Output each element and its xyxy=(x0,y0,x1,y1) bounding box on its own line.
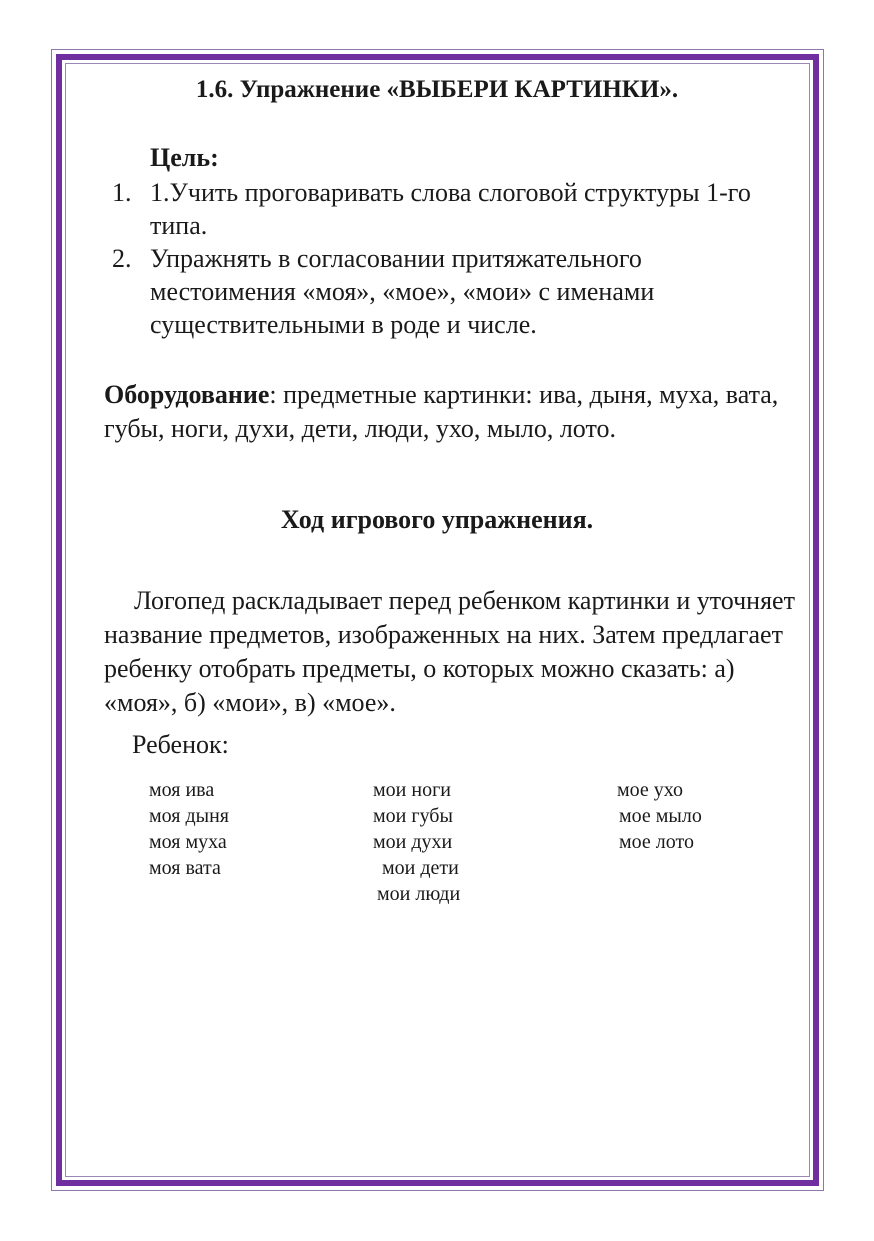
procedure-paragraph: Логопед раскладывает перед ребенком картинки и уточняет название предметов, изображенных на них. Затем предлагает ребенку отобрать предметы, о которых можно сказать: а) «моя», б) «мои», в) «мое». xyxy=(104,586,795,717)
goal-item xyxy=(104,242,790,341)
section-heading: Ход игрового упражнения. xyxy=(280,505,594,534)
equipment-paragraph xyxy=(104,378,824,446)
equipment-label: Оборудование xyxy=(104,380,270,409)
answer-item: мое мыло xyxy=(619,805,702,827)
equipment-text: : предметные картинки: ива, дыня, муха, вата, губы, ноги, духи, дети, люди, ухо, мыло, лото. xyxy=(104,380,779,443)
answer-item: мои духи xyxy=(373,831,453,853)
goals-list xyxy=(104,176,790,341)
goal-heading: Цель: xyxy=(150,143,219,172)
exercise-title: 1.6. Упражнение «ВЫБЕРИ КАРТИНКИ». xyxy=(195,76,679,103)
answer-item: моя дыня xyxy=(149,805,229,827)
answer-item: мои ноги xyxy=(373,779,451,801)
answer-item: мое лото xyxy=(619,831,694,853)
goal-text: Упражнять в согласовании притяжательного местоимения «моя», «мое», «мои» с именами существительными в роде и числе. xyxy=(150,244,655,339)
answer-item: мои дети xyxy=(382,857,459,879)
answer-column-moya xyxy=(149,777,229,881)
goal-text: 1.Учить проговаривать слова слоговой структуры 1-го типа. xyxy=(150,178,751,240)
answer-item: моя вата xyxy=(149,857,221,879)
answer-item: мои люди xyxy=(377,883,461,905)
answer-item: мое ухо xyxy=(617,779,684,801)
goal-number: 2. xyxy=(112,244,132,273)
answer-item: мои губы xyxy=(373,805,453,827)
child-label: Ребенок: xyxy=(132,730,229,759)
answer-column-moi xyxy=(373,777,460,907)
answer-item: моя ива xyxy=(149,779,215,801)
answer-item: моя муха xyxy=(149,831,227,853)
goal-number: 1. xyxy=(112,178,132,207)
answer-column-moe xyxy=(617,777,702,855)
goal-item xyxy=(104,176,790,242)
